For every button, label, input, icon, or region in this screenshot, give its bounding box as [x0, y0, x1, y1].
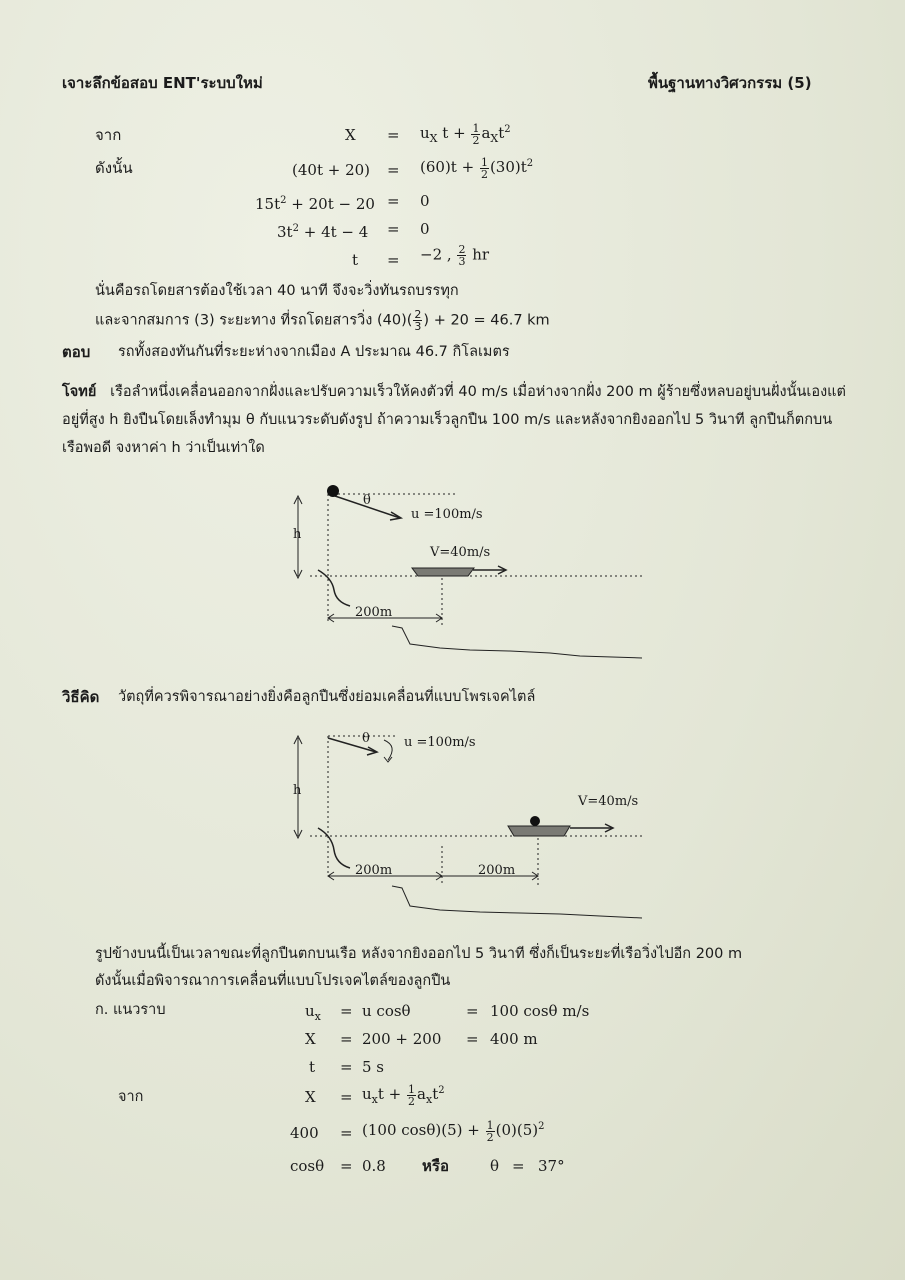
conclusion-line2: และจากสมการ (3) ระยะทาง ที่รถโดยสารวิ่ง (40)( $\frac{2}{3}$ ) + 20 = 46.7 km: [95, 308, 550, 333]
r3-mid: 5 s: [362, 1058, 385, 1076]
fig2-boat: [508, 826, 570, 836]
r3-lhs: t: [309, 1058, 316, 1076]
problem-paragraph: [62, 378, 852, 462]
conclusion-line1: นั่นคือรถโดยสารต้องใช้เวลา 40 นาที จึงจะวิ่งทันรถบรรทุก: [95, 283, 459, 299]
fig2-bullet: [530, 816, 540, 826]
fig1-shooter: [327, 485, 339, 497]
eq4-equals: =: [387, 220, 400, 238]
fig2-u-label: u =100m/s: [404, 735, 476, 750]
fig2-trajectory-arc: [384, 740, 392, 760]
r2-equals2: =: [466, 1030, 479, 1048]
header-left: เจาะลึกข้อสอบ ENT'ระบบใหม่: [62, 74, 263, 92]
fig1-cliff: [318, 570, 350, 606]
r3-equals: =: [340, 1058, 353, 1076]
r4-equals: =: [340, 1088, 353, 1106]
eq2-rhs: (60)t + $\frac{1}{2}$ $(30)t^2$: [420, 155, 534, 181]
fig2-h-label: h: [293, 783, 302, 798]
fig1-v-label: V=40m/s: [430, 545, 491, 560]
figure-1: [280, 478, 650, 663]
fig2-dist1-label: 200m: [355, 863, 393, 878]
r5-rhs: (100 cosθ)(5) + $\frac{1}{2}$ $(0)(5)^2$: [362, 1118, 545, 1144]
answer-label: ตอบ: [62, 343, 91, 361]
eq3-rhs: 0: [420, 192, 430, 210]
eq2-equals: =: [387, 161, 400, 179]
r5-equals: =: [340, 1124, 353, 1142]
fig1-u-label: u =100m/s: [411, 507, 483, 522]
method-label: วิธีคิด: [62, 688, 100, 706]
r6-equals: =: [340, 1157, 353, 1175]
dangnan-label: ดังนั้น: [95, 159, 133, 177]
problem-text: เรือลำหนึ่งเคลื่อนออกจากฝั่งและปรับความเร็วให้คงตัวที่ 40 m/s เมื่อห่างจากฝั่ง 200 m ผู้ร้ายซึ่งหลบอยู่บนฝั่งนั้นเองแต่อยู่ที่สูง h ยิงปืนโดยเล็งทำมุม θ กับแนวระดับดังรูป ถ้าความเร็วลูกปืน 100 m/s และหลังจากยิงออกไป 5 วินาที ลูกปืนก็ตกบนเรือพอดี จงหาค่า h ว่าเป็นเท่าใด: [62, 384, 846, 456]
eq1-lhs: X: [345, 126, 356, 144]
fig1-dist-label: 200m: [355, 605, 393, 620]
r2-equals: =: [340, 1030, 353, 1048]
eq5-lhs: t: [352, 251, 359, 269]
header-right: พื้นฐานทางวิศวกรรม (5): [648, 74, 812, 92]
fig1-boat: [412, 568, 474, 576]
answer-text: รถทั้งสองทันกันที่ระยะห่างจากเมือง A ประมาณ 46.7 กิโลเมตร: [118, 344, 510, 360]
jak-label: จาก: [95, 126, 122, 144]
eq3-equals: =: [387, 192, 400, 210]
fig1-h-label: h: [293, 527, 302, 542]
fig2-v-label: V=40m/s: [578, 794, 639, 809]
eq1-rhs: $u_X$ t + $\frac{1}{2}$ $a_Xt^2$: [420, 121, 511, 147]
fig1-seabed: [392, 626, 642, 658]
eq5-equals: =: [387, 251, 400, 269]
r6-lhs: cosθ: [290, 1157, 325, 1175]
ka-label: ก. แนวราบ: [95, 1002, 166, 1018]
r5-lhs: 400: [290, 1124, 319, 1142]
eq2-lhs: (40t + 20): [292, 161, 371, 179]
r6-mid: 0.8: [362, 1157, 386, 1175]
r6-equals2: =: [512, 1157, 525, 1175]
r6-theta: θ: [490, 1157, 500, 1175]
r1-lhs: $u_x$: [305, 1002, 321, 1023]
r6-or: หรือ: [422, 1157, 449, 1175]
figure-2: [280, 726, 650, 922]
r6-rhs: 37°: [538, 1157, 565, 1175]
r1-equals2: =: [466, 1002, 479, 1020]
eq1-equals: =: [387, 126, 400, 144]
eq4-lhs: $3t^2 + 4t - 4$: [277, 223, 369, 241]
r2-lhs: X: [305, 1030, 316, 1048]
r1-rhs: 100 cosθ m/s: [490, 1002, 590, 1020]
eq3-lhs: $15t^2 + 20t - 20$: [255, 195, 375, 213]
r4-rhs: $u_xt$ + $\frac{1}{2}$ $a_xt^2$: [362, 1082, 445, 1108]
eq5-rhs: −2 , $\frac{2}{3}$ hr: [420, 243, 490, 268]
r1-equals: =: [340, 1002, 353, 1020]
r4-lhs: X: [305, 1088, 316, 1106]
method-text: วัตถุที่ควรพิจารณาอย่างยิ่งคือลูกปืนซึ่งย่อมเคลื่อนที่แบบโพรเจคไตล์: [118, 689, 536, 705]
bottom-para1: รูปข้างบนนี้เป็นเวลาขณะที่ลูกปืนตกบนเรือ หลังจากยิงออกไป 5 วินาที ซึ่งก็เป็นระยะที่เรือวิ่งไปอีก 200 m: [95, 946, 743, 962]
jak-label-2: จาก: [118, 1089, 144, 1105]
eq4-rhs: 0: [420, 220, 430, 238]
fig2-dist2-label: 200m: [478, 863, 516, 878]
r1-mid: u cosθ: [362, 1002, 411, 1020]
problem-label: โจทย์: [62, 384, 97, 400]
fig1-theta: θ: [363, 493, 371, 508]
fig2-theta: θ: [362, 731, 370, 746]
bottom-para2: ดังนั้นเมื่อพิจารณาการเคลื่อนที่แบบโปรเจคไตล์ของลูกปืน: [95, 973, 451, 989]
r2-mid: 200 + 200: [362, 1030, 442, 1048]
r2-rhs: 400 m: [490, 1030, 538, 1048]
